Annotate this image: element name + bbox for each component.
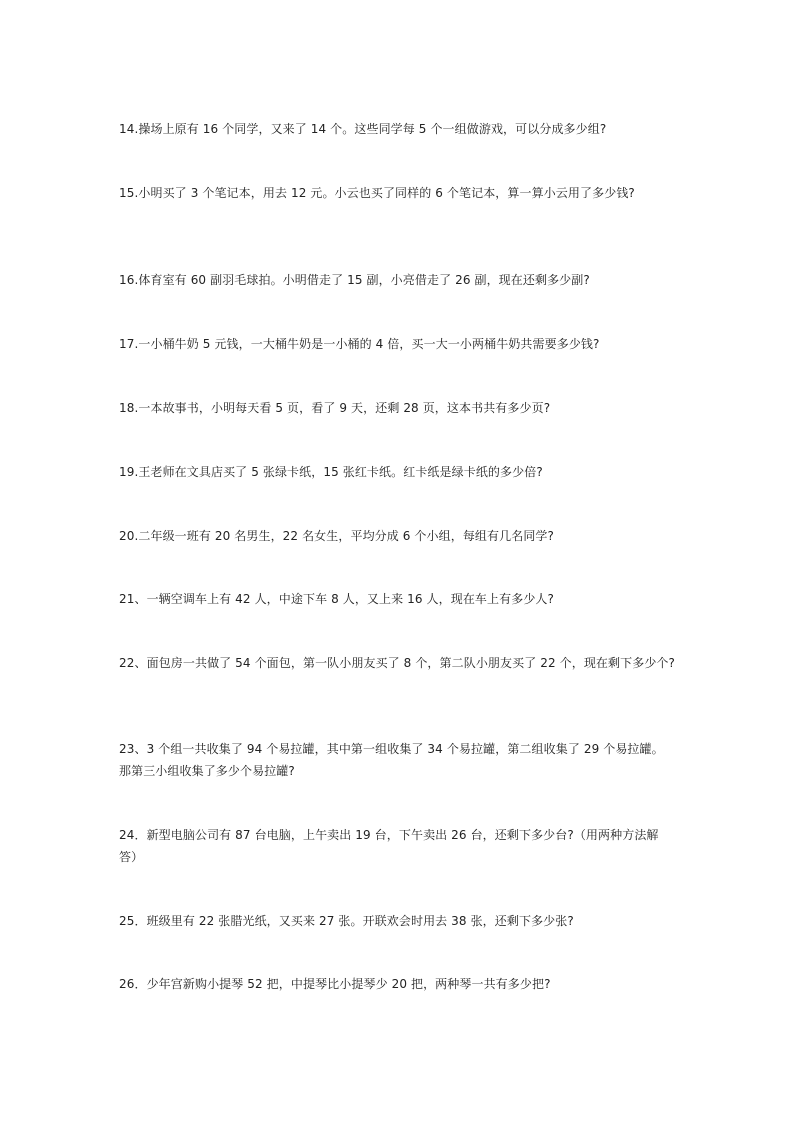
problem-16: 16.体育室有 60 副羽毛球拍。小明借走了 15 副，小亮借走了 26 副，现在还剩多少副?	[119, 273, 590, 287]
problem-26: 26．少年宫新购小提琴 52 把，中提琴比小提琴少 20 把，两种琴一共有多少把?	[119, 977, 551, 991]
problem-24: 24．新型电脑公司有 87 台电脑，上午卖出 19 台，下午卖出 26 台，还剩下多少台?（用两种方法解答）	[119, 828, 659, 864]
problem-17: 17.一小桶牛奶 5 元钱，一大桶牛奶是一小桶的 4 倍，买一大一小两桶牛奶共需要多少钱?	[119, 337, 600, 351]
problem-25: 25．班级里有 22 张腊光纸，又买来 27 张。开联欢会时用去 38 张，还剩下多少张?	[119, 914, 574, 928]
problem-19: 19.王老师在文具店买了 5 张绿卡纸，15 张红卡纸。红卡纸是绿卡纸的多少倍?	[119, 465, 543, 479]
problem-15: 15.小明买了 3 个笔记本，用去 12 元。小云也买了同样的 6 个笔记本，算一算小云用了多少钱?	[119, 186, 635, 200]
problem-14: 14.操场上原有 16 个同学，又来了 14 个。这些同学每 5 个一组做游戏，可以分成多少组?	[119, 122, 607, 136]
problem-18: 18.一本故事书，小明每天看 5 页，看了 9 天，还剩 28 页，这本书共有多少页?	[119, 401, 551, 415]
problem-20: 20.二年级一班有 20 名男生，22 名女生，平均分成 6 个小组，每组有几名同学?	[119, 529, 555, 543]
problem-22: 22、面包房一共做了 54 个面包，第一队小朋友买了 8 个，第二队小朋友买了 22 个，现在剩下多少个?	[119, 656, 676, 670]
problem-23: 23、3 个组一共收集了 94 个易拉罐，其中第一组收集了 34 个易拉罐，第二组收集了 29 个易拉罐。那第三小组收集了多少个易拉罐?	[119, 742, 664, 778]
problem-21: 21、一辆空调车上有 42 人，中途下车 8 人，又上来 16 人，现在车上有多少人?	[119, 592, 555, 606]
